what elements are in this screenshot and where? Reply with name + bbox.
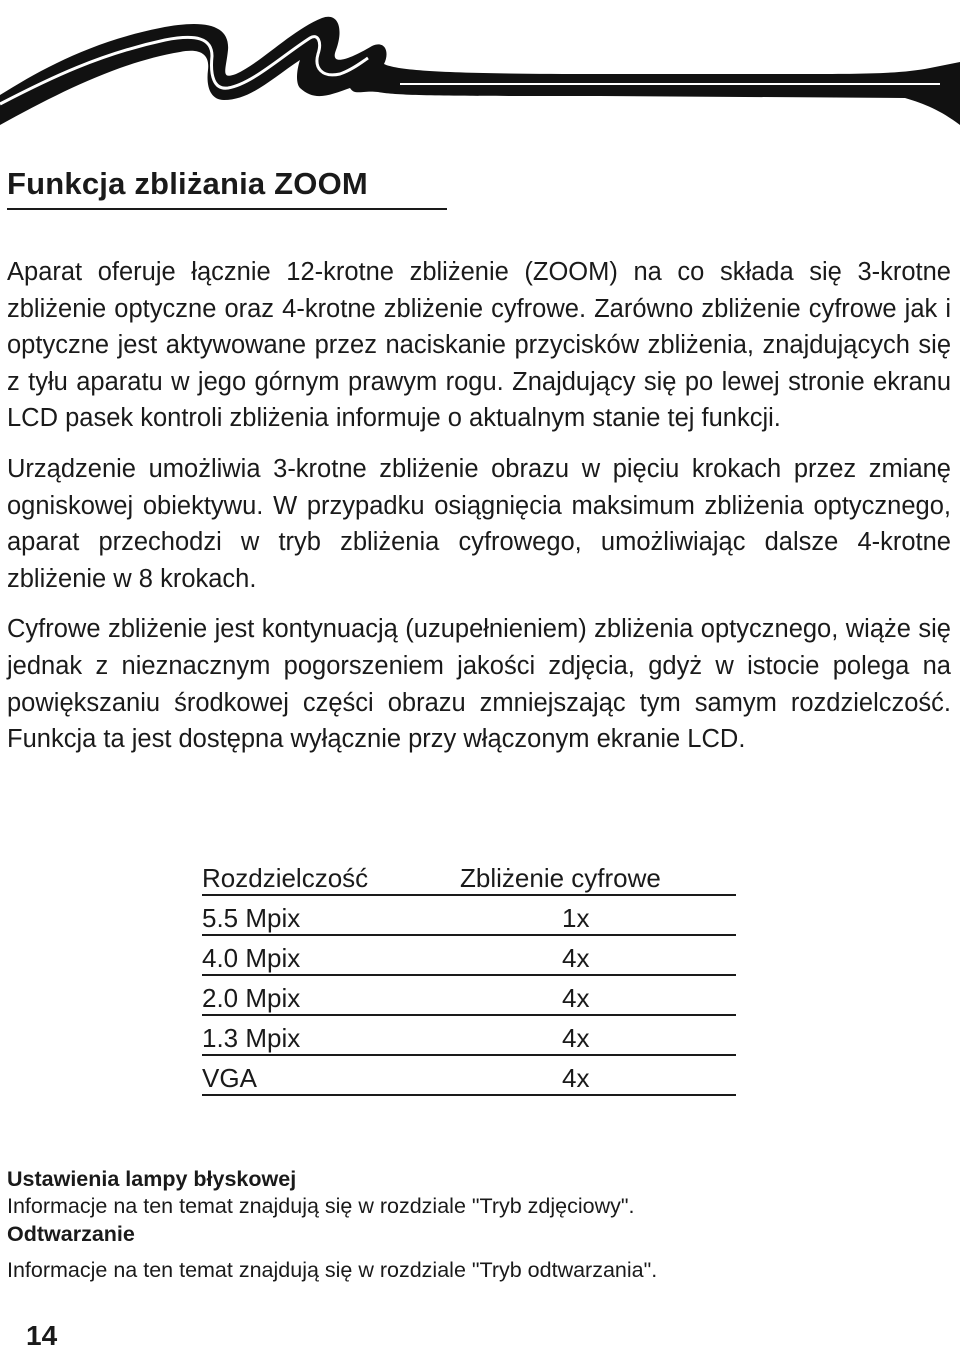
zoom-cell: 1x	[460, 895, 736, 935]
paragraph: Urządzenie umożliwia 3-krotne zbliżenie obrazu w pięciu krokach przez zmianę ogniskowej obiektywu. W przypadku osiągnięcia maksimum zbliżenia optycznego, aparat przechodzi w tryb zbliżenia cyfrowego, umożliwiając dalsze 4-krotne zbliżenie w 8 krokach.	[7, 454, 951, 593]
resolution-cell: 2.0 Mpix	[202, 975, 460, 1015]
flash-settings-heading: Ustawienia lampy błyskowej	[7, 1167, 297, 1191]
table-row	[202, 1015, 736, 1055]
body-text	[7, 254, 951, 772]
header-swoosh-graphic	[0, 0, 960, 130]
section-title: Funkcja zbliżania ZOOM	[7, 166, 447, 210]
zoom-cell: 4x	[460, 1055, 736, 1095]
paragraph: Cyfrowe zbliżenie jest kontynuacją (uzupełnieniem) zbliżenia optycznego, wiąże się jednak z nieznacznym pogorszeniem jakości zdjęcia, gdyż w istocie polega na powiększaniu środkowej części obrazu zmniejszając tym samym rozdzielczość. Funkcja ta jest dostępna wyłącznie przy włączonym ekranie LCD.	[7, 615, 951, 754]
resolution-cell: 5.5 Mpix	[202, 895, 460, 935]
paragraph: Aparat oferuje łącznie 12-krotne zbliżenie (ZOOM) na co składa się 3-krotne zbliżenie optyczne oraz 4-krotne zbliżenie cyfrowe. Zarówno zbliżenie cyfrowe jak i optyczne jest aktywowane przez naciskanie przycisków zbliżenia, znajdujących się z tyłu aparatu w jego górnym prawym rogu. Znajdujący się po lewej stronie ekranu LCD pasek kontroli zbliżenia informuje o aktualnym stanie tej funkcji.	[7, 258, 951, 433]
zoom-cell: 4x	[460, 935, 736, 975]
zoom-cell: 4x	[460, 1015, 736, 1055]
column-header-digital-zoom: Zbliżenie cyfrowe	[460, 856, 736, 895]
table-row	[202, 975, 736, 1015]
zoom-cell: 4x	[460, 975, 736, 1015]
flash-settings-text: Informacje na ten temat znajdują się w rozdziale "Tryb zdjęciowy".	[7, 1194, 635, 1218]
playback-text: Informacje na ten temat znajdują się w rozdziale "Tryb odtwarzania".	[7, 1258, 658, 1282]
column-header-resolution: Rozdzielczość	[202, 856, 460, 895]
table-header-row	[202, 856, 736, 895]
table-row	[202, 935, 736, 975]
page-number: 14	[26, 1320, 58, 1351]
table-row	[202, 1055, 736, 1095]
resolution-cell: VGA	[202, 1055, 460, 1095]
playback-heading: Odtwarzanie	[7, 1222, 135, 1246]
resolution-cell: 1.3 Mpix	[202, 1015, 460, 1055]
table-row	[202, 895, 736, 935]
resolution-cell: 4.0 Mpix	[202, 935, 460, 975]
zoom-resolution-table	[202, 856, 736, 1096]
